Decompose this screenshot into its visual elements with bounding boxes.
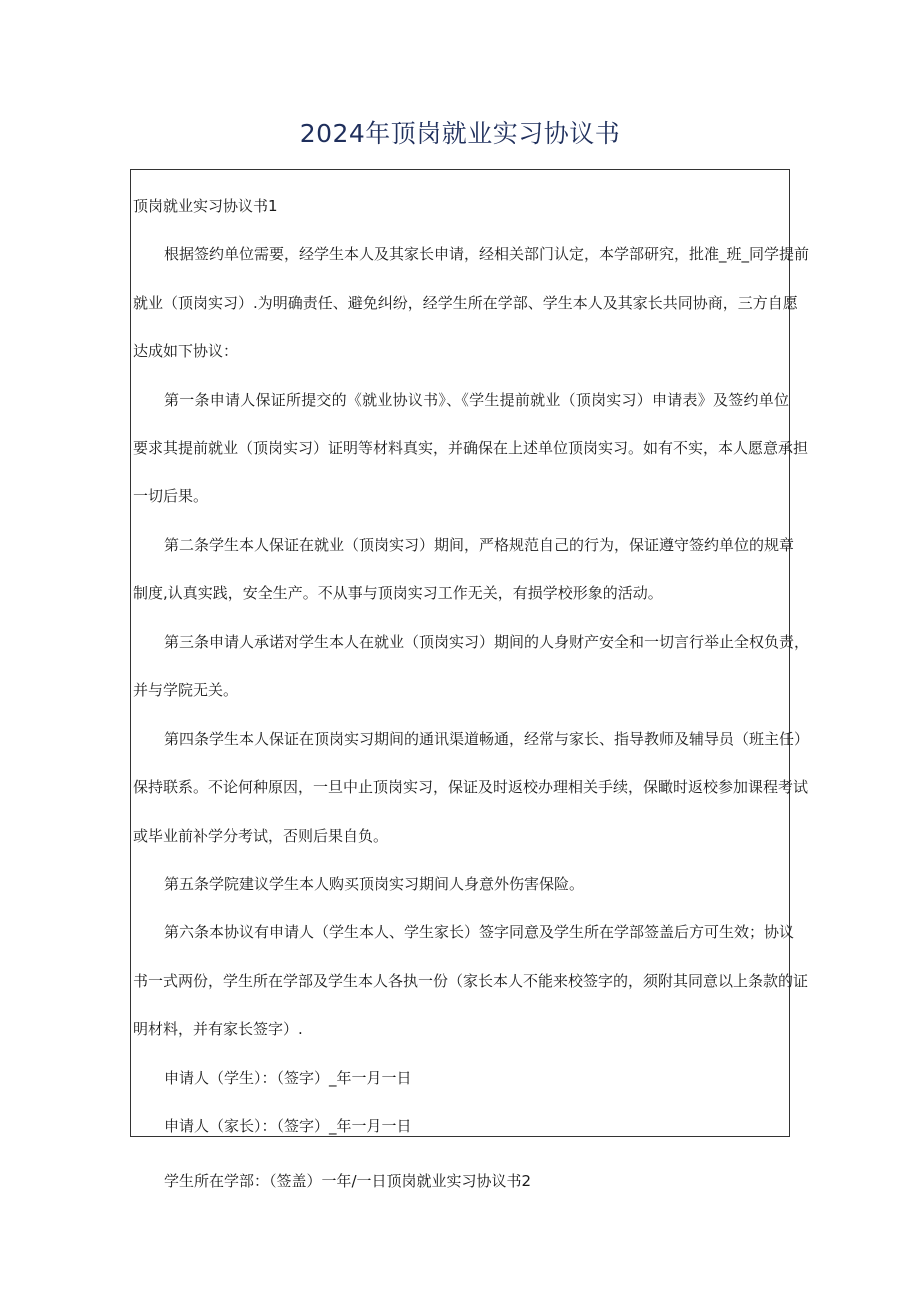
intro-line-2: 就业（顶岗实习）.为明确责任、避免纠纷，经学生所在学部、学生本人及其家长共同协商，三方自愿: [133, 294, 798, 312]
intro-line-1: 根据签约单位需要，经学生本人及其家长申请，经相关部门认定，本学部研究，批准_班_同学提前: [164, 245, 810, 263]
article4-line-3: 或毕业前补学分考试，否则后果自负。: [133, 827, 389, 845]
article1-line-2: 要求其提前就业（顶岗实习）证明等材料真实，并确保在上述单位顶岗实习。如有不实，本人愿意承担: [133, 439, 809, 457]
article6-line-1: 第六条本协议有申请人（学生本人、学生家长）签字同意及学生所在学部签盖后方可生效；协议: [164, 923, 795, 941]
parent-signature-line: 申请人（家长）：（签字）_年一月一日: [164, 1117, 412, 1135]
article2-line-2: 制度,认真实践，安全生产。不从事与顶岗实习工作无关，有损学校形象的活动。: [133, 584, 663, 602]
section-heading: 顶岗就业实习协议书1: [133, 197, 278, 215]
article3-line-1: 第三条申请人承诺对学生本人在就业（顶岗实习）期间的人身财产安全和一切言行举止全权负责，: [164, 633, 810, 651]
article4-line-2: 保持联系。不论何种原因，一旦中止顶岗实习，保证及时返校办理相关手续，保瞰时返校参加课程考试: [133, 778, 809, 796]
article1-line-1: 第一条申请人保证所提交的《就业协议书》、《学生提前就业（顶岗实习）申请表》及签约单位: [164, 391, 789, 409]
article2-line-1: 第二条学生本人保证在就业（顶岗实习）期间，严格规范自己的行为，保证遵守签约单位的规章: [164, 536, 795, 554]
document-title: 2024年顶岗就业实习协议书: [299, 119, 621, 148]
article5-line-1: 第五条学院建议学生本人购买顶岗实习期间人身意外伤害保险。: [164, 875, 585, 893]
intro-line-3: 达成如下协议：: [133, 342, 239, 360]
article1-line-3: 一切后果。: [133, 487, 209, 505]
article6-line-2: 书一式两份，学生所在学部及学生本人各执一份（家长本人不能来校签字的，须附其同意以上条款的证: [133, 972, 809, 990]
article3-line-2: 并与学院无关。: [133, 681, 239, 699]
department-seal-line: 学生所在学部：（签盖）一年/一日顶岗就业实习协议书2: [164, 1172, 532, 1190]
student-signature-line: 申请人（学生）：（签字）_年一月一日: [164, 1069, 412, 1087]
agreement-frame: [130, 169, 810, 1137]
article6-line-3: 明材料，并有家长签字）.: [133, 1020, 303, 1038]
article4-line-1: 第四条学生本人保证在顶岗实习期间的通讯渠道畅通，经常与家长、指导教师及辅导员（班主任）: [164, 730, 810, 748]
